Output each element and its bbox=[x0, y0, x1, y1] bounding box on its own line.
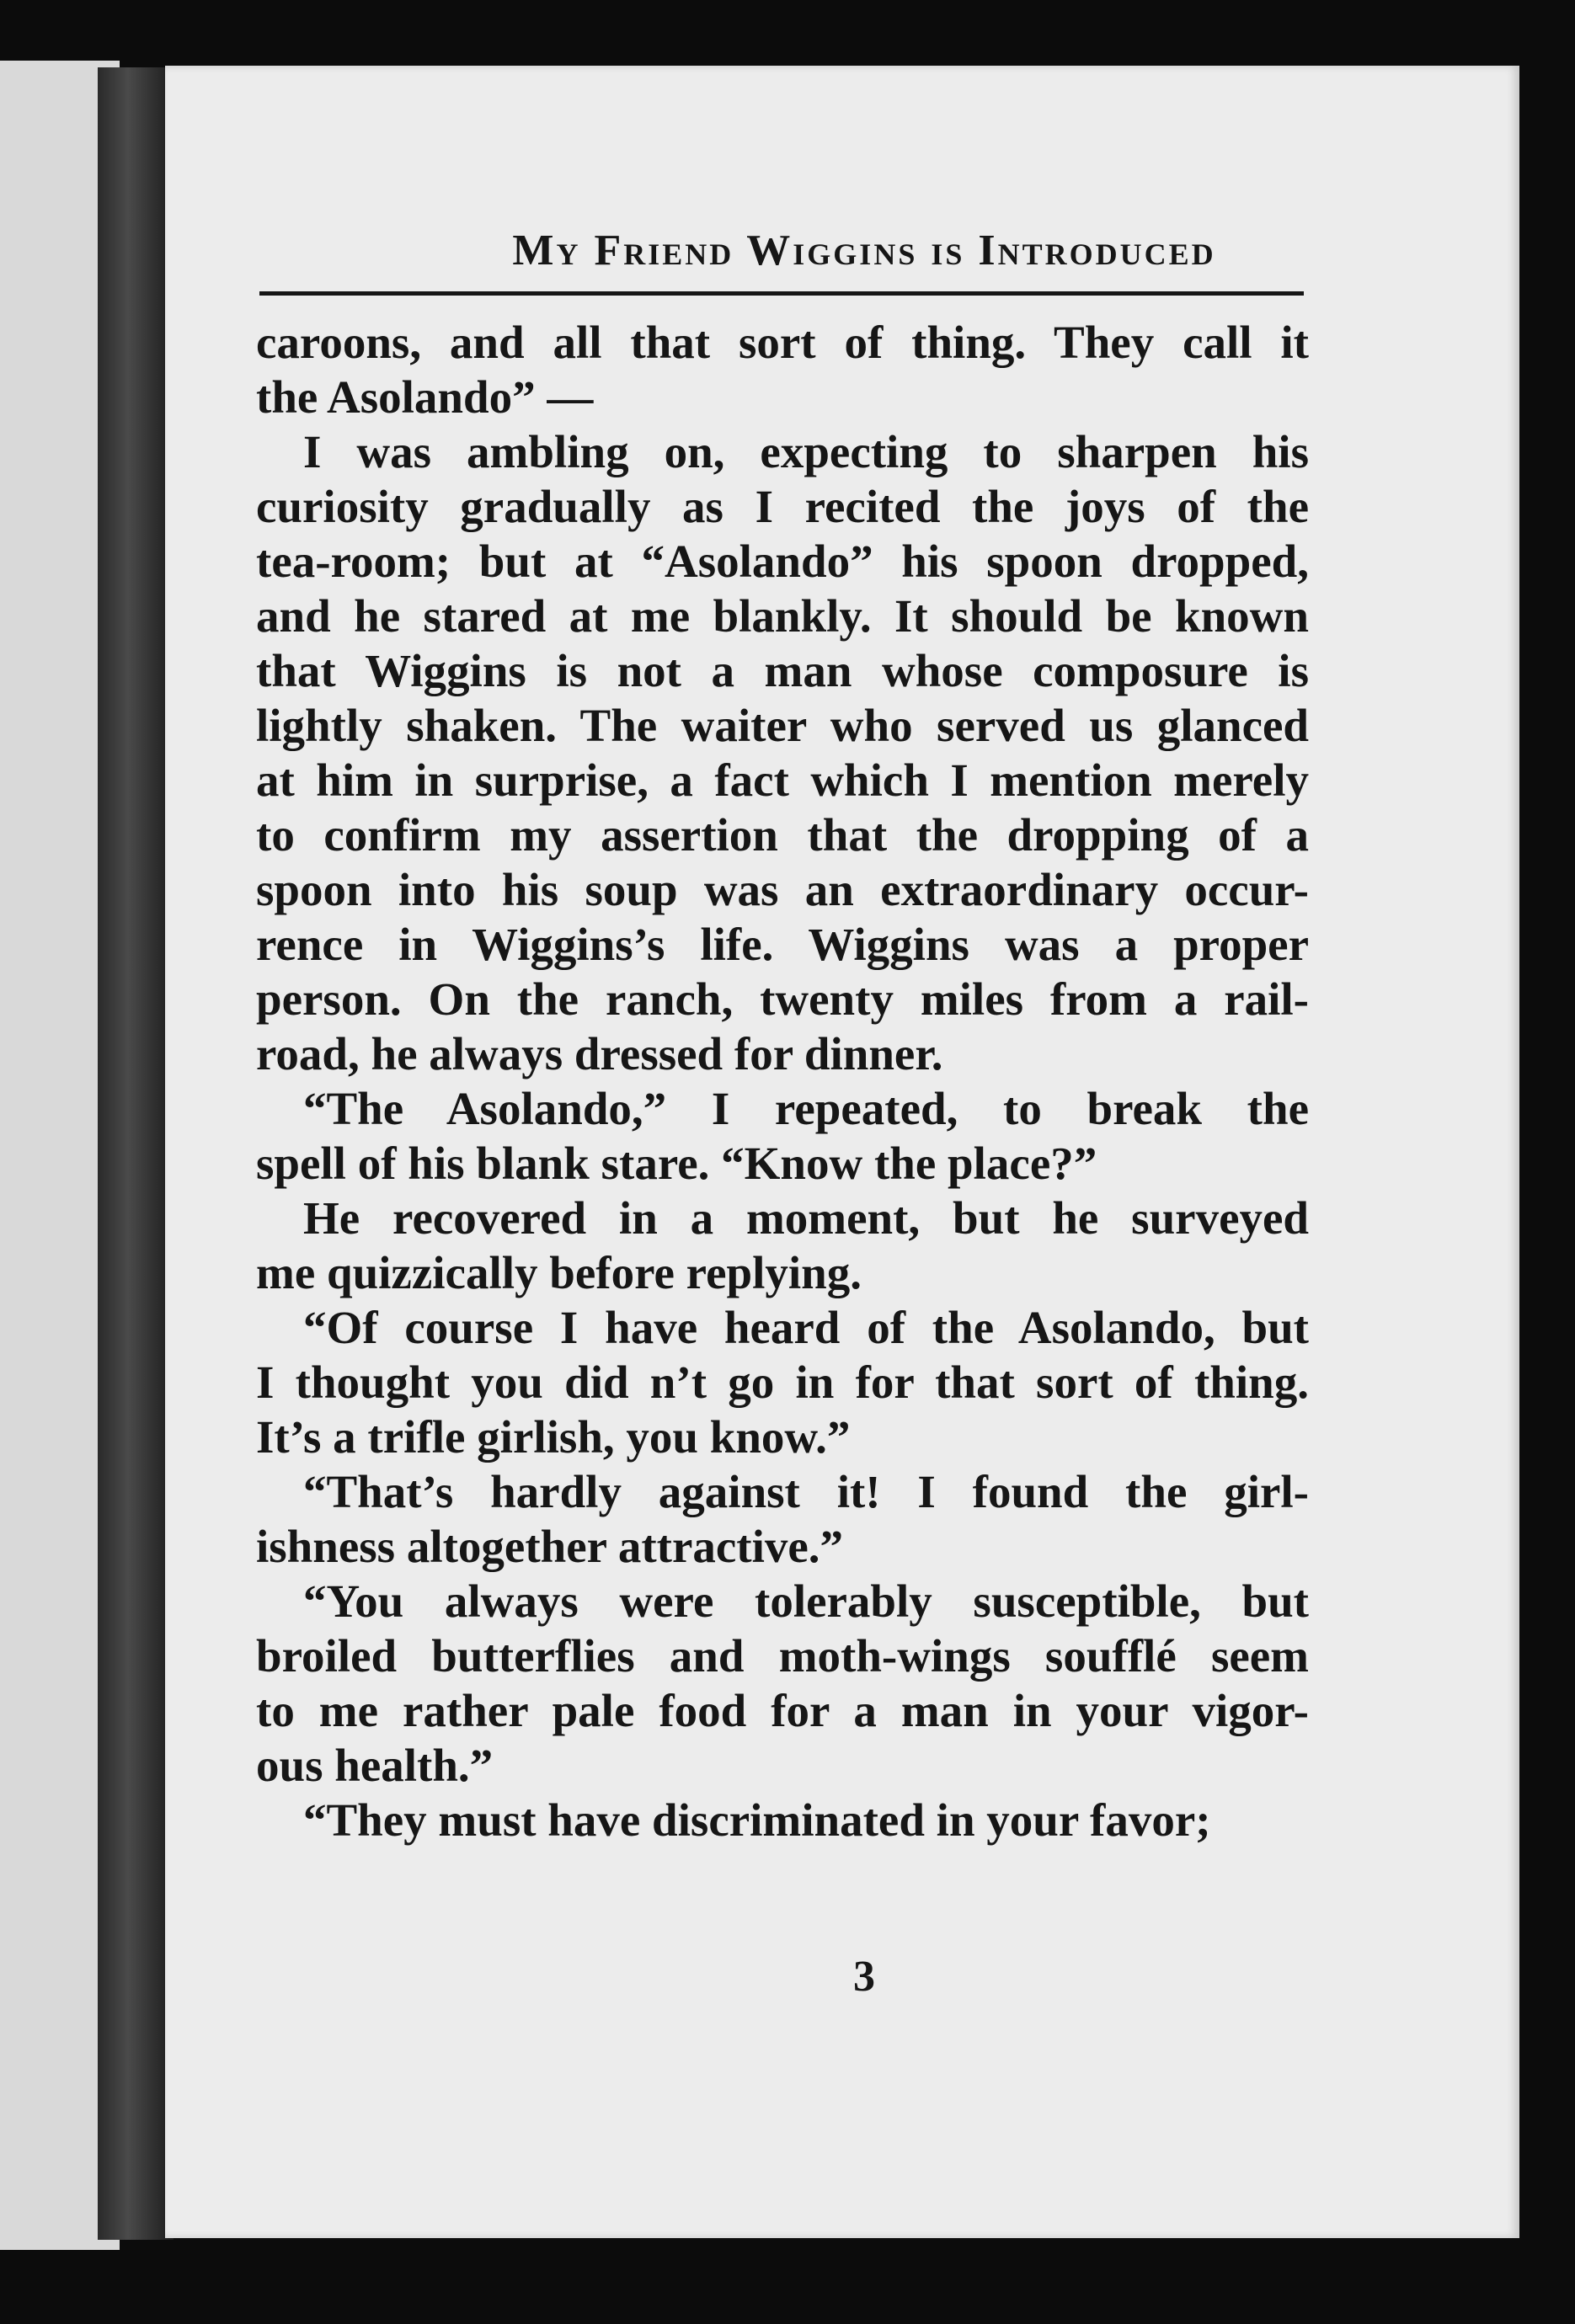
text-line: ous health.” bbox=[256, 1740, 494, 1791]
text-line: road, he always dressed for dinner. bbox=[256, 1028, 943, 1079]
text-line: lightly shaken. The waiter who served us glanced bbox=[256, 700, 1309, 751]
header-rule bbox=[259, 291, 1304, 296]
text-line: broiled butterflies and moth-wings soufflé seem bbox=[256, 1630, 1309, 1682]
text-line: ishness altogether attractive.” bbox=[256, 1521, 844, 1572]
text-line: I thought you did n’t go in for that sort of thing. bbox=[256, 1357, 1309, 1408]
text-line: curiosity gradually as I recited the joys of the bbox=[256, 481, 1309, 532]
text-line: “That’s hardly against it! I found the girl- bbox=[303, 1466, 1309, 1517]
text-line: It’s a trifle girlish, you know.” bbox=[256, 1411, 851, 1463]
text-line: tea-room; but at “Asolando” his spoon dropped, bbox=[256, 536, 1309, 587]
text-line: to me rather pale food for a man in your vigor- bbox=[256, 1685, 1309, 1736]
text-line: “Of course I have heard of the Asolando, but bbox=[303, 1302, 1309, 1353]
text-line: rence in Wiggins’s life. Wiggins was a proper bbox=[256, 919, 1309, 970]
text-line: that Wiggins is not a man whose composure is bbox=[256, 645, 1309, 696]
body-text bbox=[256, 315, 1309, 1847]
page-number: 3 bbox=[853, 1953, 875, 2001]
text-line: the Asolando” — bbox=[256, 371, 594, 423]
text-line: me quizzically before replying. bbox=[256, 1247, 862, 1298]
text-line: and he stared at me blankly. It should be known bbox=[256, 590, 1309, 642]
text-line: I was ambling on, expecting to sharpen his bbox=[303, 426, 1309, 477]
text-line: spoon into his soup was an extraordinary occur- bbox=[256, 864, 1309, 915]
book-spine bbox=[98, 67, 174, 2240]
text-line: at him in surprise, a fact which I mention merely bbox=[256, 754, 1309, 806]
text-line: spell of his blank stare. “Know the place?” bbox=[256, 1138, 1097, 1189]
text-line: to confirm my assertion that the dropping of a bbox=[256, 809, 1309, 861]
text-line: person. On the ranch, twenty miles from a rail- bbox=[256, 973, 1309, 1025]
text-line: caroons, and all that sort of thing. They call it bbox=[256, 317, 1309, 368]
text-line: He recovered in a moment, but he surveyed bbox=[303, 1192, 1309, 1244]
text-line: “The Asolando,” I repeated, to break the bbox=[303, 1083, 1309, 1134]
running-header: My Friend Wiggins is Introduced bbox=[512, 227, 1216, 275]
text-line: “They must have discriminated in your favor; bbox=[303, 1794, 1211, 1846]
text-line: “You always were tolerably susceptible, but bbox=[303, 1575, 1309, 1627]
book-page bbox=[165, 66, 1519, 2238]
